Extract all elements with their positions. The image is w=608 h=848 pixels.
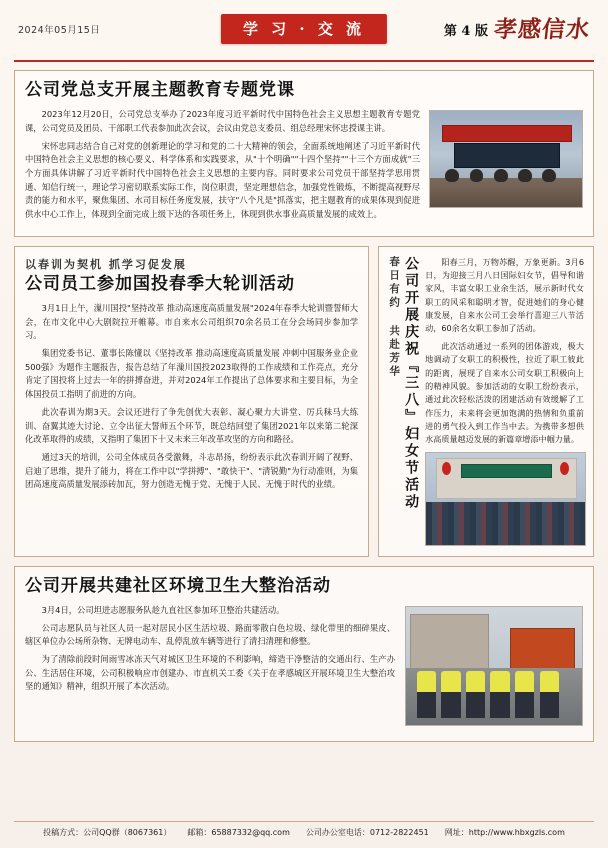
article2-headline: 公司员工参加国投春季大轮训活动 (25, 273, 295, 294)
page-number: 第 4 版 (443, 23, 488, 39)
article-womens-day (378, 246, 594, 557)
middle-band (14, 246, 594, 557)
page-footer (14, 821, 594, 838)
article2-para-1: 集团党委书记、董事长陈懂以《坚持改革 推动高速度高质量发展 冲刺中国服务业企业500强》为题作主题报告，报告总结了年漅川国投2023取得的工作成绩和工作亮点，充分肯定了国投将上过去一年的拼搏奋进，并对2024年工作提出了总体要求和主要目标，为全体国投员工指明了前进的方向。 (25, 348, 358, 400)
article4-headline: 公司开展共建社区环境卫生大整治活动 (25, 575, 331, 596)
article4-para-1: 公司志愿队员与社区人员一起对居民小区生活垃圾、路面零散白色垃圾、绿化带里的细碎果皮、辖区单位办公场所杂物、无牌电动车、乱停乱放车辆等进行了清扫清理和修整。 (25, 622, 395, 647)
footer-submission: 投稿方式：公司QQ群（8067361） (43, 828, 172, 837)
article3-title-block (388, 256, 419, 546)
article2-para-3: 通过3天的培训，公司全体成员各受激舞，斗志昂扬，纷纷表示此次春训开阔了视野、启迪了思维，提升了能力，将在工作中以"学拼搏"、"敢快干"、"清锐勤"为行动准则，为集团高速度高质量发展添砖加瓦，努力创造无愧于党、无愧于人民、无愧于时代的业绩。 (25, 451, 358, 490)
article3-para-1: 此次活动通过一系列的团体游戏，极大地调动了女职工的积极性，拉近了职工彼此的距离，展现了自来水公司女职工积极向上的精神风貌。参加活动的女职工纷纷表示，通过此次轻松活泼的团建活动有效缓解了工作压力，未来将会更加饱满的热情和负重前进的勇气投入到工作当中去。为携带多想供水高质量越迈发展的新篇章增添中帼力量。 (425, 340, 584, 445)
article4-photo (405, 606, 583, 726)
article4-para-0: 3月4日，公司坦进志愿服务队趁九直社区参加环卫整治共建活动。 (41, 604, 285, 615)
article1-photo (429, 110, 583, 208)
masthead (0, 0, 608, 58)
article3-para-0: 阳春三月，万物苏醒，万象更新。3月6日，为迎接三月八日国际妇女节，倡导和谐家风，丰富女职工业余生活，展示新时代女职工的风采和聪明才智，促进她们的身心健康发展，自来水公司工会举行喜迎三八节活动，60余名女职工参加了活动。 (425, 256, 584, 334)
article1-para-0: 2023年12月20日，公司党总支举办了2023年度习近平新时代中国特色社会主义思想主题教育专题党课，公司党员及团员、干部职工代表参加此次会议，会议由党总支委员、组总经理宋怀忠授课主讲。 (25, 109, 420, 133)
article3-body (425, 256, 584, 546)
issue-date: 2024年05月15日 (18, 25, 101, 36)
article2-para-0: 3月1日上午，漅川国投"坚持改革 推动高速度高质量发展"2024年春季大轮训暨誓师大会，在市文化中心大剧院拉开帷幕。市自来水公司组织70余名员工在分会场同步参加学习。 (25, 303, 358, 341)
page-content (0, 62, 608, 742)
article1-para-1: 宋怀忠同志结合自己对党的创新理论的学习和党的二十大精神的领会，全面系统地阐述了习近平新时代中国特色社会主义思想的核心要义、科学体系和实践要求，从"十个明确""十四个坚持""十三个方面成就"三个方面具体讲解了习近平新时代中国特色社会主义思想的主要内容。同时要求公司党员干部坚持学思用贯通、知信行统一，理论学习密切联系实际工作，岗位职责，坚定理想信念，加强党性锻炼，不断提高视野尽责的能力和水平，聚焦集团、水司目标任务度发展，扶守"八个凡是"抓落实，把主题教育的成果体现到促进供水中心工作上，体现到全面完成上级下达的各项任务上，体现到供水事业高质量发展的成效上。 (25, 140, 420, 220)
article2-para-2: 此次春训为期3天。会议还进行了争先创优大表彰、凝心聚力大讲堂、厉兵秣马大练训、奋翼其迹大讨论、立令出征大誓师五个环节，既总结回望了集团2021年以来第二轮深化改革取得的成绩，又指明了集团下十又未来三年改革攻坚的方向和路径。 (25, 406, 358, 445)
article-spring-training (14, 246, 369, 557)
article3-headline: 公司开展庆祝『三八』妇女节活动 (403, 255, 420, 511)
article4-para-2: 为了清除前段时间雨雪冰冻天气对城区卫生环境的不利影响，缔造干净整洁的交通出行、生产办公、生活居住环境，公司积极响应市创建办、市直机关工委《关于在孝感城区开展环境卫生大整治攻坚的通知》精神，组织开展了本次活动。 (25, 653, 395, 692)
article-community-cleanup (14, 566, 594, 742)
section-banner: 学 习 · 交 流 (221, 14, 387, 44)
footer-phone: 公司办公室电话：0712-2822451 (305, 828, 429, 837)
footer-website: 网址：http://www.hbxgzls.com (444, 828, 565, 837)
footer-email: 邮箱：65887332@qq.com (187, 828, 290, 837)
article1-headline: 公司党总支开展主题教育专题党课 (25, 80, 295, 100)
article-party-lecture (14, 70, 594, 237)
article3-photo (425, 452, 586, 546)
paper-nameplate: 孝感信水 (492, 15, 592, 43)
article3-kicker: 春日有约 共赴芳华 (388, 255, 401, 379)
article2-kicker: 以春训为契机 抓学习促发展 (25, 257, 187, 271)
masthead-right (443, 15, 592, 43)
